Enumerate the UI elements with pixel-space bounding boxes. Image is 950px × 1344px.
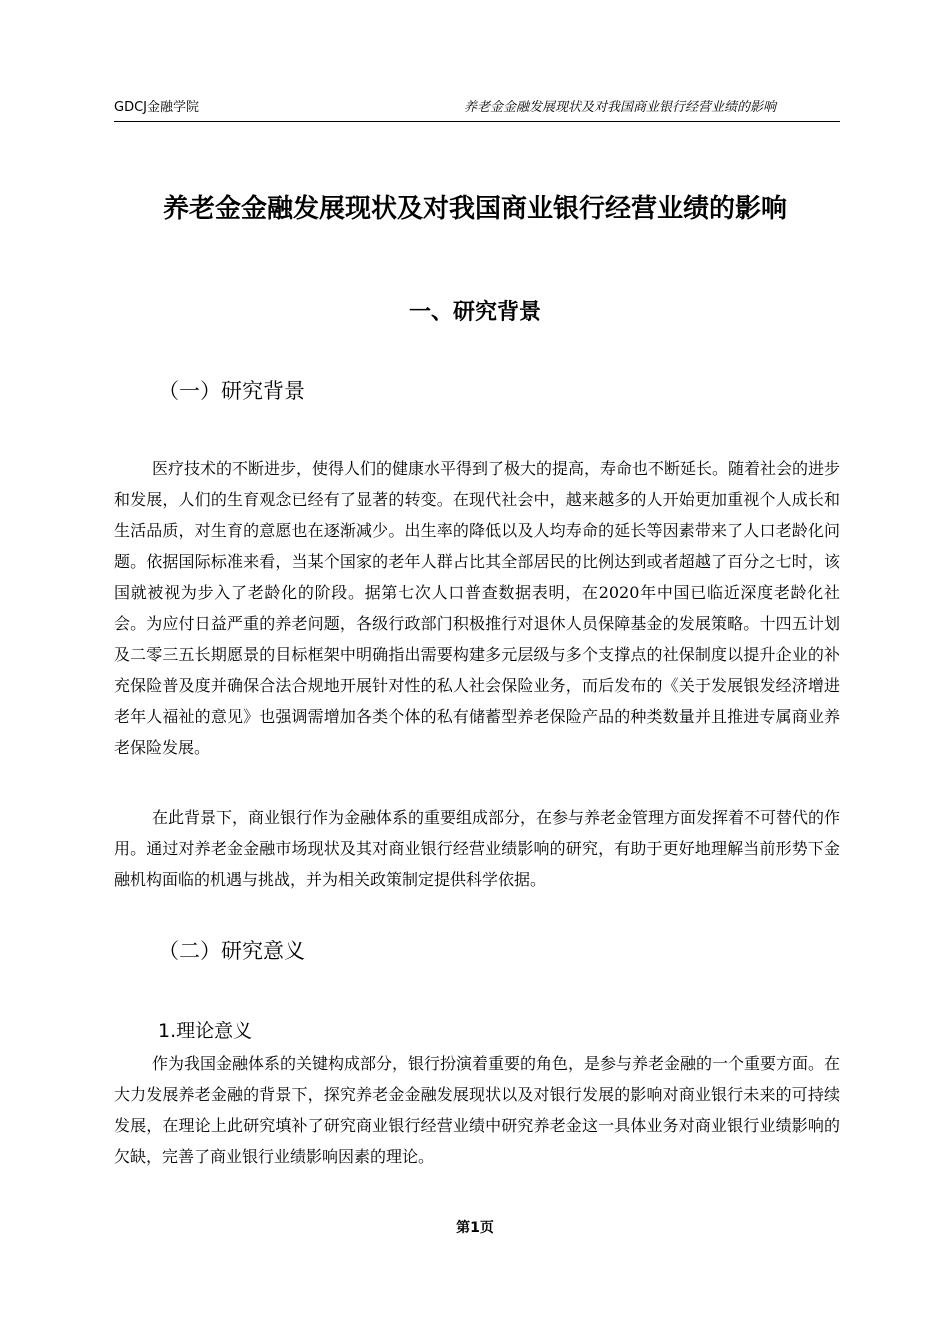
body-paragraph: 作为我国金融体系的关键构成部分，银行扮演着重要的角色，是参与养老金融的一个重要方面。在大力发展养老金融的背景下，探究养老金金融发展现状以及对银行发展的影响对商业银行未来的可持续发展，在理论上此研究填补了研究商业银行经营业绩中研究养老金这一具体业务对商业银行业绩影响的欠缺，完善了商业银行业绩影响因素的理论。	[114, 1054, 841, 1166]
body-paragraph: 在此背景下，商业银行作为金融体系的重要组成部分，在参与养老金管理方面发挥着不可替代的作用。通过对养老金金融市场现状及其对商业银行经营业绩影响的研究，有助于更好地理解当前形势下金融机构面临的机遇与挑战，并为相关政策制定提供科学依据。	[114, 808, 841, 889]
page-header	[114, 99, 840, 122]
page-number: 第1页	[456, 1220, 494, 1236]
subsection-heading-background: （一）研究背景	[158, 379, 305, 403]
header-running-title: 养老金金融发展现状及对我国商业银行经营业绩的影响	[463, 100, 776, 115]
item-heading-theoretical: 1.理论意义	[158, 1020, 253, 1042]
document-title: 养老金金融发展现状及对我国商业银行经营业绩的影响	[162, 194, 787, 224]
section-heading: 一、研究背景	[408, 300, 541, 325]
subsection-heading-significance: （二）研究意义	[158, 939, 305, 963]
header-institution: GDCJ金融学院	[114, 100, 199, 115]
body-paragraph: 医疗技术的不断进步，使得人们的健康水平得到了极大的提高，寿命也不断延长。随着社会的进步和发展，人们的生育观念已经有了显著的转变。在现代社会中，越来越多的人开始更加重视个人成长和生活品质，对生育的意愿也在逐渐减少。出生率的降低以及人均寿命的延长等因素带来了人口老龄化问题。依据国际标准来看，当某个国家的老年人群占比其全部居民的比例达到或者超越了百分之七时，该国就被视为步入了老龄化的阶段。据第七次人口普查数据表明，在2020年中国已临近深度老龄化社会。为应付日益严重的养老问题，各级行政部门积极推行对退休人员保障基金的发展策略。十四五计划及二零三五长期愿景的目标框架中明确指出需要构建多元层级与多个支撑点的社保制度以提升企业的补充保险普及度并确保合法合规地开展针对性的私人社会保险业务，而后发布的《关于发展银发经济增进老年人福祉的意见》也强调需增加各类个体的私有储蓄型养老保险产品的种类数量并且推进专属商业养老保险发展。	[114, 459, 841, 757]
